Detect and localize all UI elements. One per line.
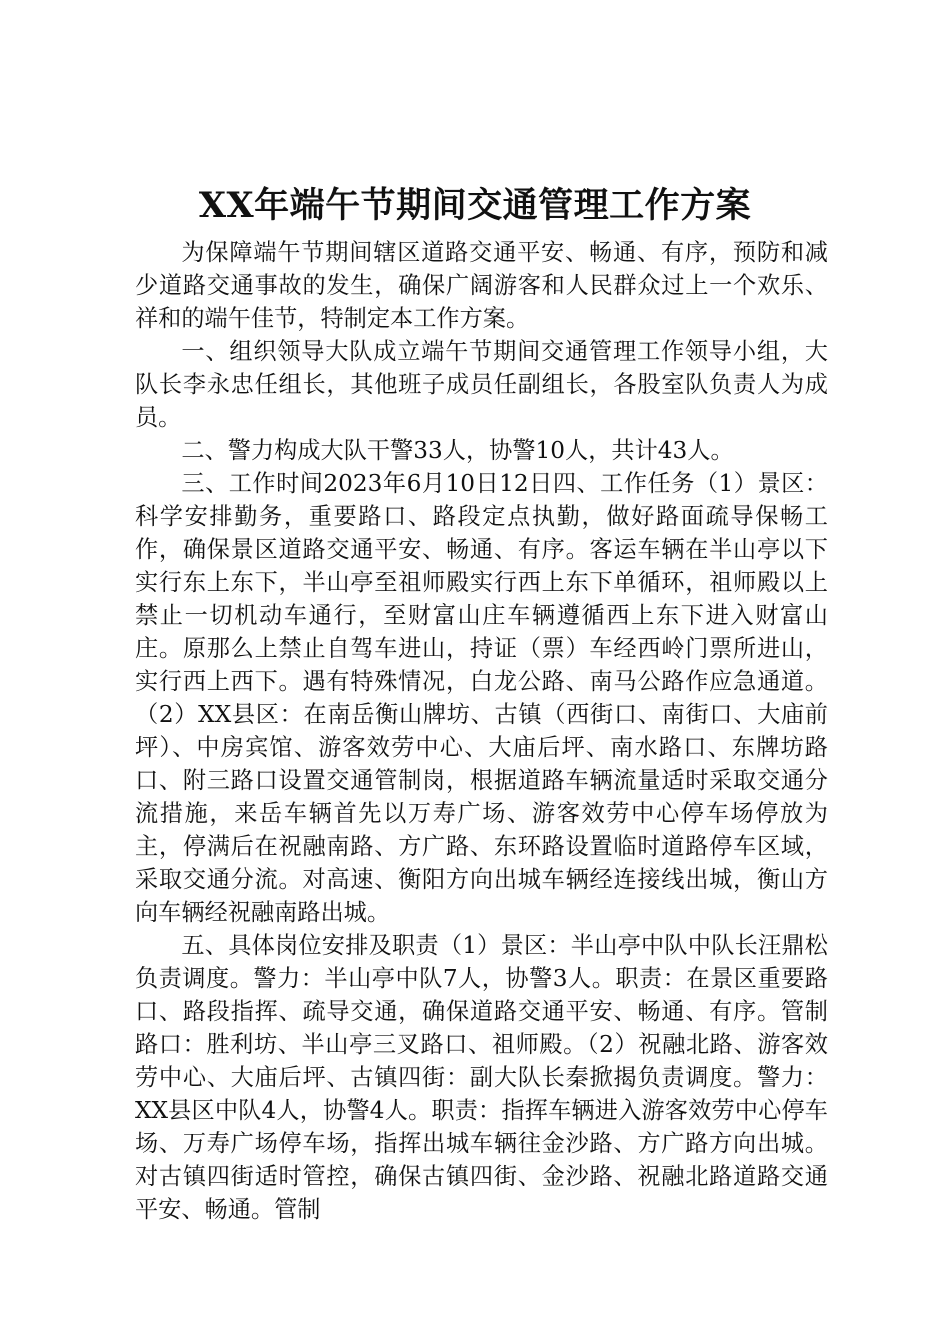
- document-body: [135, 236, 828, 1226]
- paragraph-police-force: 二、警力构成大队干警33人，协警10人，共计43人。: [181, 437, 734, 464]
- paragraph-organization: 一、组织领导大队成立端午节期间交通管理工作领导小组，大队长李永忠任组长，其他班子成员任副组长，各股室队负责人为成员。: [135, 338, 828, 431]
- paragraph-post-duties: 五、具体岗位安排及职责（1）景区：半山亭中队中队长汪鼎松负责调度。警力：半山亭中队7人，协警3人。职责：在景区重要路口、路段指挥、疏导交通，确保道路交通平安、畅通、有序。管制路口：胜利坊、半山亭三叉路口、祖师殿。（2）祝融北路、游客效劳中心、大庙后坪、古镇四街：副大队长秦掀揭负责调度。警力：XX县区中队4人，协警4人。职责：指挥车辆进入游客效劳中心停车场、万寿广场停车场，指挥出城车辆往金沙路、方广路方向出城。对古镇四街适时管控，确保古镇四街、金沙路、祝融北路道路交通平安、畅通。管制: [135, 932, 828, 1223]
- document-title: XX年端午节期间交通管理工作方案: [198, 185, 752, 226]
- paragraph-intro: 为保障端午节期间辖区道路交通平安、畅通、有序，预防和减少道路交通事故的发生，确保广阔游客和人民群众过上一个欢乐、祥和的端午佳节，特制定本工作方案。: [135, 239, 828, 332]
- paragraph-schedule-tasks: 三、工作时间2023年6月10日12日四、工作任务（1）景区：科学安排勤务，重要路口、路段定点执勤，做好路面疏导保畅工作，确保景区道路交通平安、畅通、有序。客运车辆在半山亭以下实行东上东下，半山亭至祖师殿实行西上东下单循环，祖师殿以上禁止一切机动车通行，至财富山庄车辆遵循西上东下进入财富山庄。原那么上禁止自驾车进山，持证（票）车经西岭门票所进山，实行西上西下。遇有特殊情况，白龙公路、南马公路作应急通道。（2）XX县区：在南岳衡山牌坊、古镇（西街口、南街口、大庙前坪）、中房宾馆、游客效劳中心、大庙后坪、南水路口、东牌坊路口、附三路口设置交通管制岗，根据道路车辆流量适时采取交通分流措施，来岳车辆首先以万寿广场、游客效劳中心停车场停放为主，停满后在祝融南路、方广路、东环路设置临时道路停车区域，采取交通分流。对高速、衡阳方向出城车辆经连接线出城，衡山方向车辆经祝融南路出城。: [135, 470, 828, 926]
